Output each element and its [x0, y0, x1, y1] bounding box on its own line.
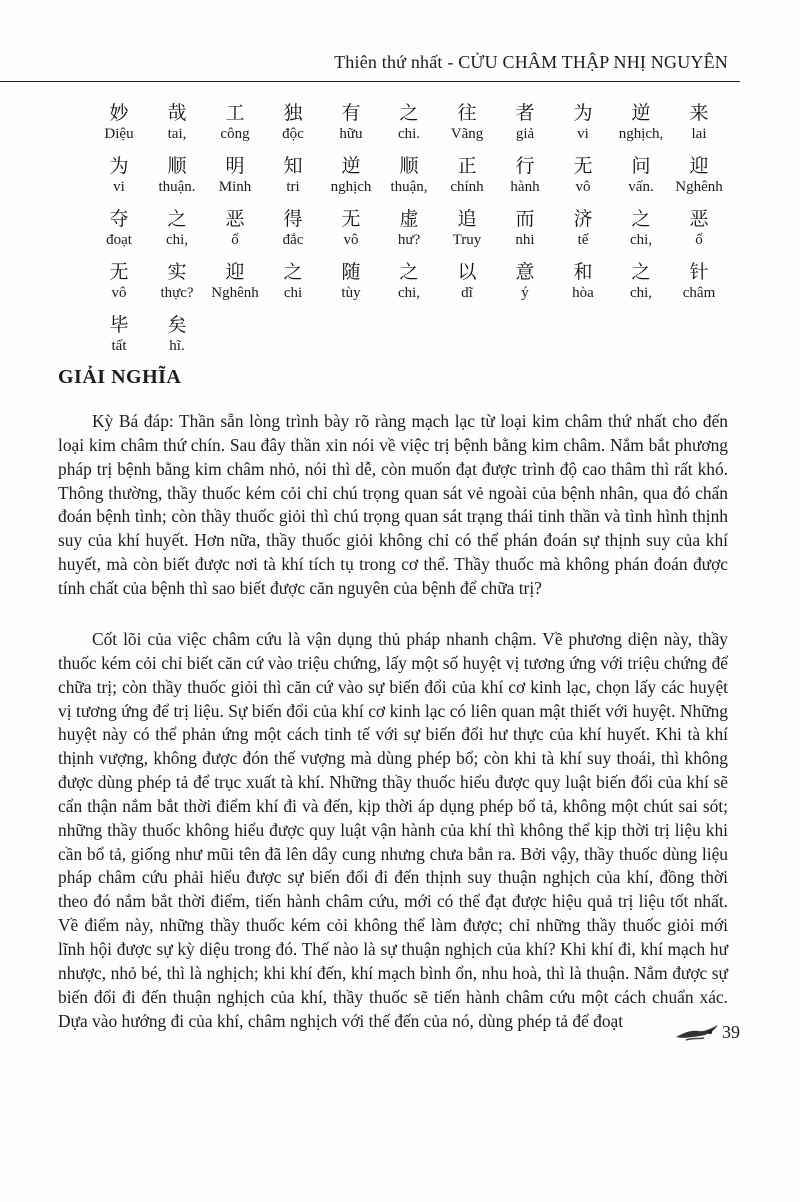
glossary-cell	[496, 153, 554, 206]
vietnamese-reading: nghịch,	[618, 126, 664, 142]
vietnamese-reading: châm	[682, 285, 716, 301]
chinese-character: 毕	[109, 314, 129, 336]
vietnamese-reading: hư?	[397, 232, 421, 248]
vietnamese-reading: nghịch	[330, 179, 372, 195]
vietnamese-reading: tất	[111, 338, 127, 354]
glossary-cell	[206, 259, 264, 312]
vietnamese-reading: vi	[577, 126, 589, 142]
vietnamese-reading: Vãng	[450, 126, 484, 142]
glossary-cell	[438, 100, 496, 153]
chinese-character: 知	[283, 155, 303, 177]
glossary-cell	[148, 153, 206, 206]
glossary-cell	[380, 259, 438, 312]
page-number: 39	[722, 1021, 740, 1042]
chinese-character: 之	[631, 261, 651, 283]
chinese-character: 者	[515, 102, 535, 124]
vietnamese-reading: tế	[577, 232, 589, 248]
vietnamese-reading: hữu	[339, 126, 363, 142]
vietnamese-reading: dĩ	[461, 285, 473, 301]
vietnamese-reading: hĩ.	[169, 338, 185, 354]
chinese-character: 迎	[689, 155, 709, 177]
glossary-cell	[90, 312, 148, 365]
glossary-cell	[148, 206, 206, 259]
glossary-cell	[670, 153, 728, 206]
section-title: GIẢI NGHĨA	[58, 366, 182, 388]
vietnamese-reading: thuận,	[390, 179, 428, 195]
glossary-cell	[438, 259, 496, 312]
vietnamese-reading: độc	[282, 126, 304, 142]
page-footer	[674, 1020, 740, 1044]
chinese-character: 济	[573, 208, 593, 230]
vietnamese-reading: công	[220, 126, 250, 142]
vietnamese-reading: chi,	[629, 232, 653, 248]
glossary-cell	[90, 206, 148, 259]
vietnamese-reading: vấn.	[628, 179, 654, 195]
glossary-cell	[380, 153, 438, 206]
chinese-character: 之	[167, 208, 187, 230]
vietnamese-reading: chi.	[397, 126, 421, 142]
glossary-cell	[148, 259, 206, 312]
chinese-character: 而	[515, 208, 535, 230]
chinese-character: 顺	[399, 155, 419, 177]
chinese-character: 顺	[167, 155, 187, 177]
chinese-character: 哉	[167, 102, 187, 124]
chinese-character: 追	[457, 208, 477, 230]
chinese-character: 往	[457, 102, 477, 124]
running-header: Thiên thứ nhất - CỬU CHÂM THẬP NHỊ NGUYÊN	[334, 52, 728, 72]
chinese-character: 之	[399, 102, 419, 124]
glossary-cell	[670, 100, 728, 153]
chinese-character: 有	[341, 102, 361, 124]
vietnamese-reading: giả	[515, 126, 535, 142]
glossary-cell	[206, 153, 264, 206]
brush-ornament-icon	[674, 1020, 722, 1044]
chinese-character: 之	[631, 208, 651, 230]
glossary-cell	[148, 312, 206, 365]
glossary-cell	[612, 259, 670, 312]
chinese-character: 针	[689, 261, 709, 283]
vietnamese-reading: chi,	[165, 232, 189, 248]
chinese-character: 工	[225, 102, 245, 124]
chinese-character: 得	[283, 208, 303, 230]
glossary-cell	[264, 100, 322, 153]
paragraph: Kỳ Bá đáp: Thần sẵn lòng trình bày rõ ràng mạch lạc từ loại kim châm thứ nhất cho đến loại kim châm thứ chín. Sau đây thần xin nói về việc trị bệnh bằng kim châm. Nắm bắt phương pháp trị bệnh bằng kim châm nhỏ, nói thì dễ, còn muốn đạt được trình độ cao thâm thì rất khó. Thông thường, thầy thuốc kém cỏi chỉ chú trọng quan sát vẻ ngoài của bệnh nhân, qua đó chẩn đoán bệnh tình; còn thầy thuốc giỏi thì chú trọng quan sát trạng thái tinh thần và tình hình thịnh suy của khí huyết. Hơn nữa, thầy thuốc giỏi không chỉ có thể phán đoán sự thịnh suy của khí huyết, mà còn biết được nơi tà khí tích tụ trong cơ thể. Thầy thuốc mà không phán đoán được tính chất của bệnh thì sao biết được căn nguyên của bệnh để chữa trị?	[58, 411, 728, 598]
chinese-character: 独	[283, 102, 303, 124]
chinese-character: 恶	[689, 208, 709, 230]
chinese-character: 无	[109, 261, 129, 283]
chinese-character: 之	[399, 261, 419, 283]
vietnamese-reading: Nghênh	[675, 179, 723, 195]
glossary-cell	[264, 206, 322, 259]
glossary-cell	[554, 259, 612, 312]
vietnamese-reading: Nghênh	[211, 285, 259, 301]
glossary-cell	[670, 206, 728, 259]
chinese-character: 恶	[225, 208, 245, 230]
vietnamese-reading: hòa	[572, 285, 594, 301]
chinese-character: 迎	[225, 261, 245, 283]
chinese-character: 行	[515, 155, 535, 177]
vietnamese-reading: tùy	[341, 285, 361, 301]
chinese-character: 为	[573, 102, 593, 124]
chinese-character: 以	[457, 261, 477, 283]
vietnamese-reading: vi	[113, 179, 125, 195]
glossary-grid	[90, 100, 728, 365]
chinese-character: 来	[689, 102, 709, 124]
vietnamese-reading: thực?	[160, 285, 194, 301]
chinese-character: 和	[573, 261, 593, 283]
glossary-cell	[322, 206, 380, 259]
chinese-character: 正	[457, 155, 477, 177]
vietnamese-reading: hành	[510, 179, 540, 195]
glossary-row	[90, 153, 728, 206]
glossary-cell	[554, 153, 612, 206]
glossary-cell	[496, 206, 554, 259]
chinese-character: 矣	[167, 314, 187, 336]
glossary-cell	[206, 206, 264, 259]
glossary-cell	[90, 100, 148, 153]
chinese-character: 逆	[631, 102, 651, 124]
vietnamese-reading: vô	[343, 232, 359, 248]
glossary-cell	[264, 259, 322, 312]
chinese-character: 虚	[399, 208, 419, 230]
glossary-row	[90, 259, 728, 312]
glossary-cell	[90, 153, 148, 206]
vietnamese-reading: chi	[283, 285, 303, 301]
vietnamese-reading: nhi	[515, 232, 535, 248]
glossary-cell	[322, 100, 380, 153]
glossary-cell	[322, 153, 380, 206]
glossary-cell	[438, 206, 496, 259]
glossary-cell	[554, 100, 612, 153]
header-rule	[0, 81, 740, 82]
chinese-character: 意	[515, 261, 535, 283]
vietnamese-reading: chi,	[397, 285, 421, 301]
vietnamese-reading: vô	[111, 285, 127, 301]
glossary-cell	[612, 100, 670, 153]
paragraph: Cốt lõi của việc châm cứu là vận dụng thủ pháp nhanh chậm. Về phương diện này, thầy thuốc kém cỏi chỉ biết căn cứ vào triệu chứng, lấy một số huyệt vị tương ứng với triệu chứng để chữa trị; còn thầy thuốc giỏi thì căn cứ vào sự biến đổi của khí cơ kinh lạc, chọn lấy các huyệt vị tương ứng để trị liệu. Sự biến đổi của khí cơ kinh lạc có liên quan mật thiết với huyệt. Những huyệt này có thể phản ứng một cách tinh tế với sự biến đổi hư thực của khí huyết. Khi tà khí thịnh vượng, không được đón thế vượng mà dùng phép bổ; còn khi tà khí suy thoái, thì không được dùng phép tả để trục xuất tà khí. Những thầy thuốc hiểu được quy luật biến đổi của khí sẽ cẩn thận nắm bắt thời điểm khí đi và đến, kịp thời áp dụng phép bổ tả, không một chút sai sót; những thầy thuốc không hiểu được quy luật vận hành của khí thì không thể kịp thời trị liệu khi cần bổ tả, giống như mũi tên đã lên dây cung nhưng chưa bắn ra. Bởi vậy, thầy thuốc dùng liệu pháp châm cứu phải hiểu được sự biến đổi đi đến thịnh suy thuận nghịch của khí, đồng thời theo đó nắm bắt thời điểm, tiến hành châm cứu, mới có thể đạt được hiệu quả trị liệu tốt nhất. Về điểm này, những thầy thuốc kém cỏi không thể làm được; chỉ những thầy thuốc giỏi mới lĩnh hội được sự kỳ diệu trong đó. Thế nào là sự thuận nghịch của khí? Khi khí đi, khí mạch hư nhược, nhỏ bé, thì là nghịch; khi khí đến, khí mạch bình ổn, nhu hoà, thì là thuận. Nắm được sự biến đổi đi đến thuận nghịch của khí, thầy thuốc sẽ tiến hành châm cứu một cách chuẩn xác. Dựa vào hướng đi của khí, châm nghịch với thế đến của nó, dùng phép tả để đoạt	[58, 629, 728, 1031]
vietnamese-reading: ố	[231, 232, 239, 248]
vietnamese-reading: thuận.	[158, 179, 196, 195]
glossary-cell	[148, 100, 206, 153]
vietnamese-reading: tai,	[167, 126, 187, 142]
chinese-character: 随	[341, 261, 361, 283]
vietnamese-reading: Diệu	[104, 126, 134, 142]
glossary-cell	[554, 206, 612, 259]
chinese-character: 明	[225, 155, 245, 177]
chinese-character: 为	[109, 155, 129, 177]
glossary-row	[90, 100, 728, 153]
vietnamese-reading: chính	[450, 179, 484, 195]
vietnamese-reading: tri	[286, 179, 300, 195]
chinese-character: 无	[573, 155, 593, 177]
vietnamese-reading: Minh	[218, 179, 252, 195]
glossary-cell	[438, 153, 496, 206]
glossary-cell	[496, 100, 554, 153]
glossary-cell	[496, 259, 554, 312]
vietnamese-reading: ố	[695, 232, 703, 248]
glossary-cell	[612, 153, 670, 206]
vietnamese-reading: Truy	[452, 232, 482, 248]
glossary-cell	[322, 259, 380, 312]
vietnamese-reading: ý	[521, 285, 529, 301]
vietnamese-reading: đoạt	[106, 232, 132, 248]
glossary-row	[90, 206, 728, 259]
chinese-character: 妙	[109, 102, 129, 124]
glossary-cell	[612, 206, 670, 259]
glossary-cell	[380, 100, 438, 153]
chinese-character: 无	[341, 208, 361, 230]
vietnamese-reading: chi,	[629, 285, 653, 301]
glossary-cell	[264, 153, 322, 206]
glossary-cell	[670, 259, 728, 312]
glossary-cell	[206, 100, 264, 153]
glossary-cell	[380, 206, 438, 259]
chinese-character: 逆	[341, 155, 361, 177]
glossary-cell	[90, 259, 148, 312]
vietnamese-reading: đắc	[282, 232, 304, 248]
vietnamese-reading: lai	[691, 126, 707, 142]
vietnamese-reading: vô	[575, 179, 591, 195]
glossary-row	[90, 312, 728, 365]
chinese-character: 夺	[109, 208, 129, 230]
chinese-character: 实	[167, 261, 187, 283]
chinese-character: 之	[283, 261, 303, 283]
chinese-character: 问	[631, 155, 651, 177]
